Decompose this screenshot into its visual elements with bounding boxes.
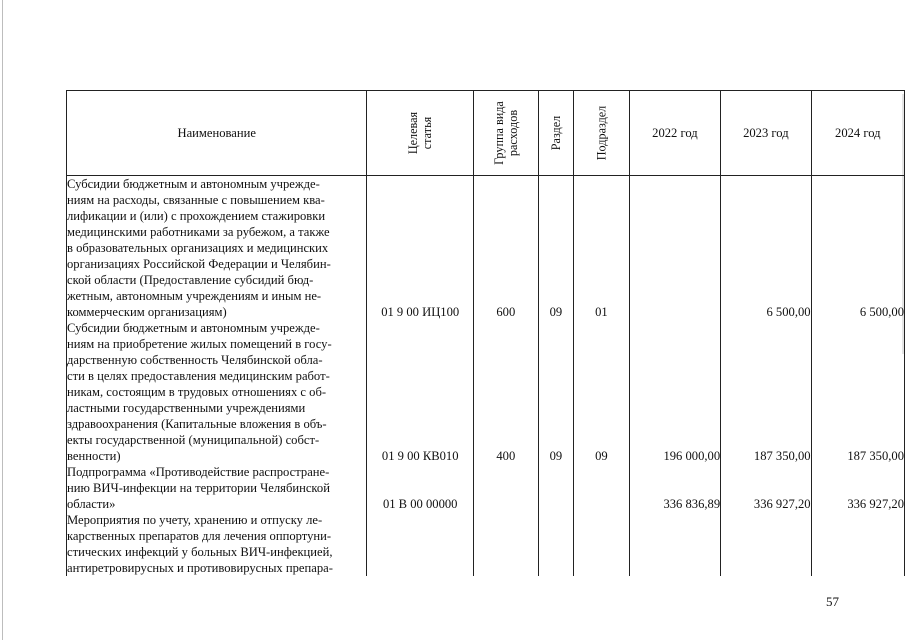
row-expense-group: 400 bbox=[473, 320, 538, 464]
header-name: Наименование bbox=[67, 91, 367, 176]
header-target-article: Целевая статья bbox=[367, 91, 474, 176]
row-amount-2023: 336 927,20 bbox=[721, 464, 811, 512]
row-amount-2022 bbox=[629, 176, 720, 321]
row-amount-2024 bbox=[811, 512, 904, 576]
row-section bbox=[538, 512, 573, 576]
header-subsection: Подраздел bbox=[574, 91, 630, 176]
row-section: 09 bbox=[538, 176, 573, 321]
header-year-2024: 2024 год bbox=[811, 91, 904, 176]
header-year-2022: 2022 год bbox=[629, 91, 720, 176]
row-amount-2022: 336 836,89 bbox=[629, 464, 720, 512]
budget-table bbox=[66, 90, 905, 576]
table-row bbox=[67, 464, 905, 512]
row-expense-group: 600 bbox=[473, 176, 538, 321]
row-subsection bbox=[574, 464, 630, 512]
row-amount-2024: 336 927,20 bbox=[811, 464, 904, 512]
row-target-article: 01 9 00 КВ010 bbox=[367, 320, 474, 464]
row-target-article: 01 В 00 00000 bbox=[367, 464, 474, 512]
table-row bbox=[67, 176, 905, 321]
row-target-article: 01 9 00 ИЦ100 bbox=[367, 176, 474, 321]
table-row bbox=[67, 512, 905, 576]
row-name: Подпрограмма «Противодействие распростране- нию ВИЧ-инфекции на территории Челябинской области» bbox=[67, 464, 367, 512]
row-subsection: 01 bbox=[574, 176, 630, 321]
row-name: Субсидии бюджетным и автономным учрежде- ниям на расходы, связанные с повышением ква- лификации и (или) с прохождением стажировки медицинскими работниками за рубежом, а также в образовательных организациях и медицинских организациях Российской Федерации и Челябин- ской области (Предоставление субсидий бюд- жетным, автономным учреждениям и иным не- коммерческим организациям) bbox=[67, 176, 367, 321]
row-name: Субсидии бюджетным и автономным учрежде- ниям на приобретение жилых помещений в госу- дарственную собственность Челябинской обла- сти в целях предоставления медицинским работ- никам, состоящим в трудовых отношениях с об- ластными государственными учреждениями здравоохранения (Капитальные вложения в объ- екты государственной (муниципальной) собст- венности) bbox=[67, 320, 367, 464]
row-amount-2024: 187 350,00 bbox=[811, 320, 904, 464]
row-name: Мероприятия по учету, хранению и отпуску ле- карственных препаратов для лечения оппортуни- стических инфекций у больных ВИЧ-инфекцией, антиретровирусных и противовирусных препара- bbox=[67, 512, 367, 576]
row-amount-2023: 6 500,00 bbox=[721, 176, 811, 321]
page-number: 57 bbox=[826, 594, 839, 609]
row-amount-2023: 187 350,00 bbox=[721, 320, 811, 464]
row-expense-group bbox=[473, 512, 538, 576]
row-subsection: 09 bbox=[574, 320, 630, 464]
row-amount-2023 bbox=[721, 512, 811, 576]
row-section bbox=[538, 464, 573, 512]
header-section: Раздел bbox=[538, 91, 573, 176]
header-expense-group: Группа вида расходов bbox=[473, 91, 538, 176]
row-subsection bbox=[574, 512, 630, 576]
row-section: 09 bbox=[538, 320, 573, 464]
header-year-2023: 2023 год bbox=[721, 91, 811, 176]
table-row bbox=[67, 320, 905, 464]
row-amount-2022 bbox=[629, 512, 720, 576]
row-amount-2024: 6 500,00 bbox=[811, 176, 904, 321]
row-amount-2022: 196 000,00 bbox=[629, 320, 720, 464]
row-expense-group bbox=[473, 464, 538, 512]
page-binding-edge bbox=[2, 0, 3, 640]
header-row bbox=[67, 91, 905, 176]
row-target-article bbox=[367, 512, 474, 576]
